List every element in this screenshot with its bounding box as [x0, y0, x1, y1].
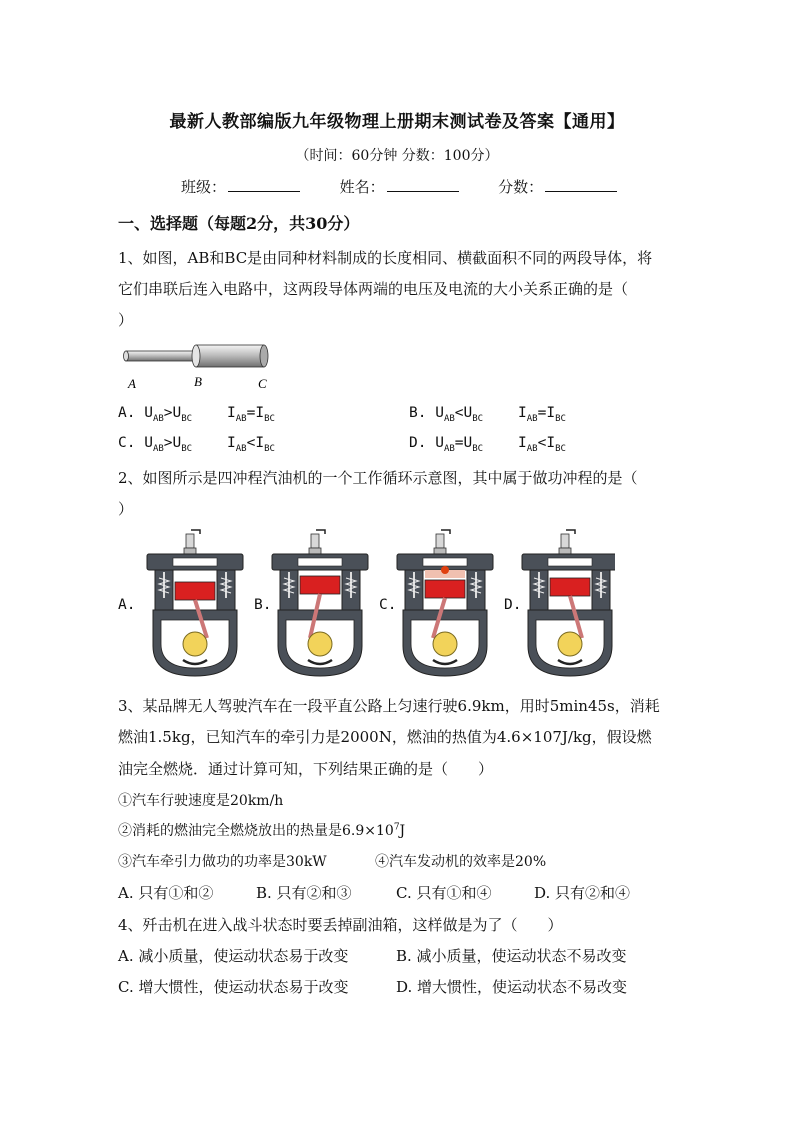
q1-stem-line2: 它们串联后连入电路中，这两段导体两端的电压及电流的大小关系正确的是（: [118, 280, 629, 298]
section-heading: 一、选择题（每题2分，共30分）: [118, 214, 360, 233]
engine-b: [272, 530, 368, 676]
q2-stem-line1: 2、如图所示是四冲程汽油机的一个工作循环示意图，其中属于做功冲程的是（: [118, 469, 638, 487]
q4-option-c[interactable]: C. 增大惯性，使运动状态易于改变: [118, 978, 349, 996]
q1-stem-line3: ）: [118, 311, 134, 329]
q3-statement-2: ②消耗的燃油完全燃烧放出的热量是$6.9\times 10^7J$: [118, 822, 406, 839]
q1-option-a[interactable]: A. $U_{AB}>U_{BC}$ $I_{AB}=I_{BC}$: [118, 405, 275, 424]
engine-c: [397, 530, 493, 676]
q2-stem-line2: ）: [118, 500, 134, 518]
q2-option-b-label[interactable]: B.: [254, 597, 272, 613]
q4-option-d[interactable]: D. 增大惯性，使运动状态不易改变: [396, 978, 628, 996]
engine-a: [147, 530, 243, 676]
score-label: 分数：: [498, 178, 544, 196]
exam-subtitle: （时间：60分钟 分数：100分）: [295, 148, 499, 164]
engine-d: [522, 530, 615, 676]
label-b: B: [194, 374, 202, 389]
q2-option-c-label[interactable]: C.: [379, 597, 397, 613]
q1-option-c[interactable]: C. $U_{AB}>U_{BC}$ $I_{AB}<I_{BC}$: [118, 435, 275, 454]
q3-stem-line1: 3、某品牌无人驾驶汽车在一段平直公路上匀速行驶6.9km，用时5min45s，消耗: [118, 697, 660, 715]
q4-stem: 4、歼击机在进入战斗状态时要丢掉副油箱，这样做是为了（ ）: [118, 916, 563, 934]
class-blank[interactable]: [228, 177, 300, 192]
piston-b: [300, 576, 340, 594]
conductor-joint-b: [192, 345, 200, 367]
q3-option-b[interactable]: B. 只有②和③: [256, 884, 352, 902]
name-blank[interactable]: [387, 177, 459, 192]
crank-gear-c: [433, 632, 457, 656]
q1-option-b[interactable]: B. $U_{AB}<U_{BC}$ $I_{AB}=I_{BC}$: [409, 405, 566, 424]
q2-option-a-label[interactable]: A.: [118, 597, 136, 613]
q3-option-a[interactable]: A. 只有①和②: [118, 884, 214, 902]
crank-gear-b: [308, 632, 332, 656]
q4-option-b[interactable]: B. 减小质量，使运动状态不易改变: [396, 947, 627, 965]
label-a: A: [128, 376, 136, 391]
class-label: 班级：: [181, 178, 227, 196]
q3-statement-1: ①汽车行驶速度是20km/h: [118, 793, 284, 809]
q3-stem-line2: 燃油1.5kg，已知汽车的牵引力是2000N，燃油的热值为4.6×107J/kg，假设燃: [118, 728, 652, 746]
crank-gear-a: [183, 632, 207, 656]
q3-statement-4: ④汽车发动机的效率是20%: [375, 854, 547, 870]
label-c: C: [258, 376, 267, 391]
conductor-end-c: [260, 345, 268, 367]
spark-c: [441, 566, 449, 574]
q4-option-a[interactable]: A. 减小质量，使运动状态易于改变: [118, 947, 349, 965]
q1-option-d[interactable]: D. $U_{AB}=U_{BC}$ $I_{AB}<I_{BC}$: [409, 435, 566, 454]
piston-a: [175, 582, 215, 600]
q3-option-d[interactable]: D. 只有②和④: [534, 884, 631, 902]
q3-stem-line3: 油完全燃烧．通过计算可知，下列结果正确的是（ ）: [118, 760, 494, 778]
piston-d: [550, 578, 590, 596]
q2-option-d-label[interactable]: D.: [504, 597, 522, 613]
q3-statement-3: ③汽车牵引力做功的功率是30kW: [118, 854, 327, 870]
score-blank[interactable]: [545, 177, 617, 192]
q1-conductor-figure: [118, 340, 278, 394]
name-label: 姓名：: [339, 178, 385, 196]
page-title: 最新人教部编版九年级物理上册期末测试卷及答案【通用】: [169, 112, 625, 132]
student-info-row: [181, 176, 617, 197]
q1-stem-line1: 1、如图，AB和BC是由同种材料制成的长度相同、横截面积不同的两段导体，将: [118, 249, 653, 267]
q3-option-c[interactable]: C. 只有①和④: [396, 884, 492, 902]
thick-conductor-bc: [196, 345, 264, 367]
piston-c: [425, 580, 465, 598]
conductor-end-a: [124, 351, 129, 361]
q2-engine-figures: [145, 528, 615, 680]
thin-conductor-ab: [126, 351, 198, 361]
crank-gear-d: [558, 632, 582, 656]
